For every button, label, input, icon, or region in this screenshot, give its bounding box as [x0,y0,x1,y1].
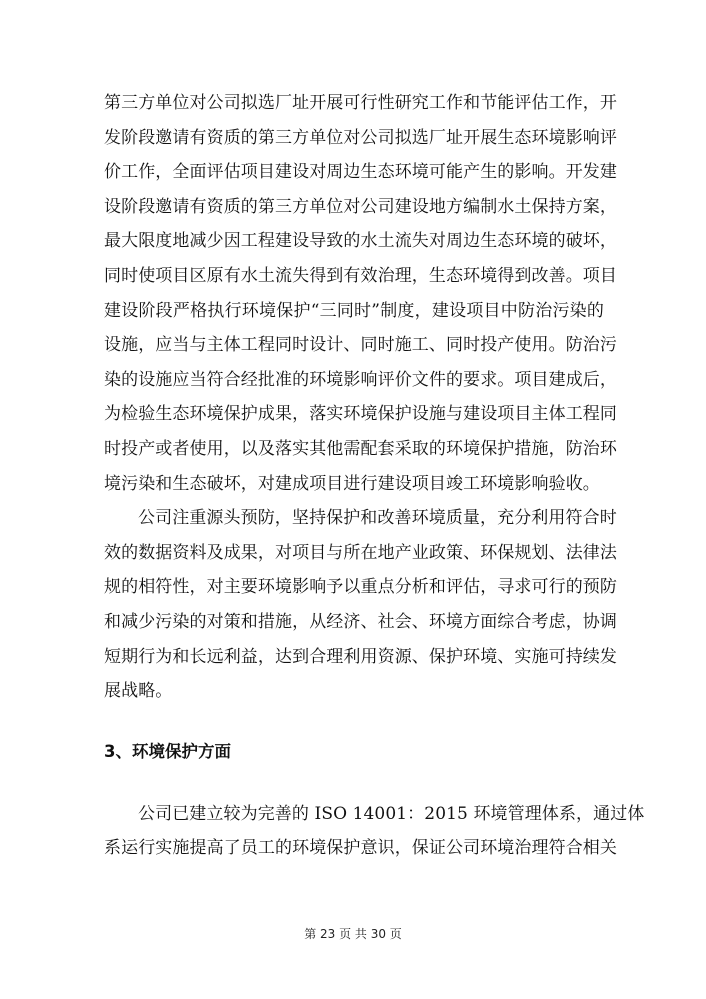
section-heading: 3、环境保护方面 [104,741,231,761]
paragraph-line: 价工作，全面评估项目建设对周边生态环境可能产生的影响。开发建 [104,162,617,183]
paragraph-line: 公司已建立较为完善的 ISO 14001：2015 环境管理体系，通过体 [138,803,645,824]
paragraph-line: 同时使项目区原有水土流失得到有效治理，生态环境得到改善。项目 [104,265,617,286]
page-footer: 第 23 页 共 30 页 [304,927,402,941]
paragraph-line: 短期行为和长远利益，达到合理利用资源、保护环境、实施可持续发 [104,646,617,667]
section-paragraph [104,797,645,866]
page-content [104,86,645,866]
paragraph-line: 为检验生态环境保护成果，落实环境保护设施与建设项目主体工程同 [104,404,617,425]
paragraph-line: 和减少污染的对策和措施，从经济、社会、环境方面综合考虑，协调 [104,611,617,632]
paragraph-line: 系运行实施提高了员工的环境保护意识，保证公司环境治理符合相关 [104,838,617,859]
paragraph-line: 效的数据资料及成果，对项目与所在地产业政策、环保规划、法律法 [104,542,617,563]
paragraph-line: 最大限度地减少因工程建设导致的水土流失对周边生态环境的破坏， [104,231,617,252]
paragraph-line: 建设阶段严格执行环境保护“三同时”制度，建设项目中防治污染的 [104,300,604,321]
paragraph-line: 境污染和生态破坏，对建成项目进行建设项目竣工环境影响验收。 [104,473,600,494]
spacer [104,769,604,797]
paragraph-line: 时投产或者使用，以及落实其他需配套采取的环境保护措施，防治环 [104,438,617,459]
paragraph-line: 发阶段邀请有资质的第三方单位对公司拟选厂址开展生态环境影响评 [104,127,617,148]
paragraph-line: 展战略。 [104,681,173,702]
body-paragraph-2 [104,501,617,709]
paragraph-line: 规的相符性，对主要环境影响予以重点分析和评估，寻求可行的预防 [104,577,617,598]
paragraph-line: 第三方单位对公司拟选厂址开展可行性研究工作和节能评估工作，开 [104,93,617,113]
paragraph-line: 设阶段邀请有资质的第三方单位对公司建设地方编制水土保持方案， [104,196,617,217]
paragraph-line: 染的设施应当符合经批准的环境影响评价文件的要求。项目建成后， [104,369,617,390]
paragraph-line: 设施，应当与主体工程同时设计、同时施工、同时投产使用。防治污 [104,335,617,356]
spacer [104,709,604,735]
paragraph-line: 公司注重源头预防，坚持保护和改善环境质量，充分利用符合时 [138,508,617,529]
body-paragraph-1 [104,86,617,501]
